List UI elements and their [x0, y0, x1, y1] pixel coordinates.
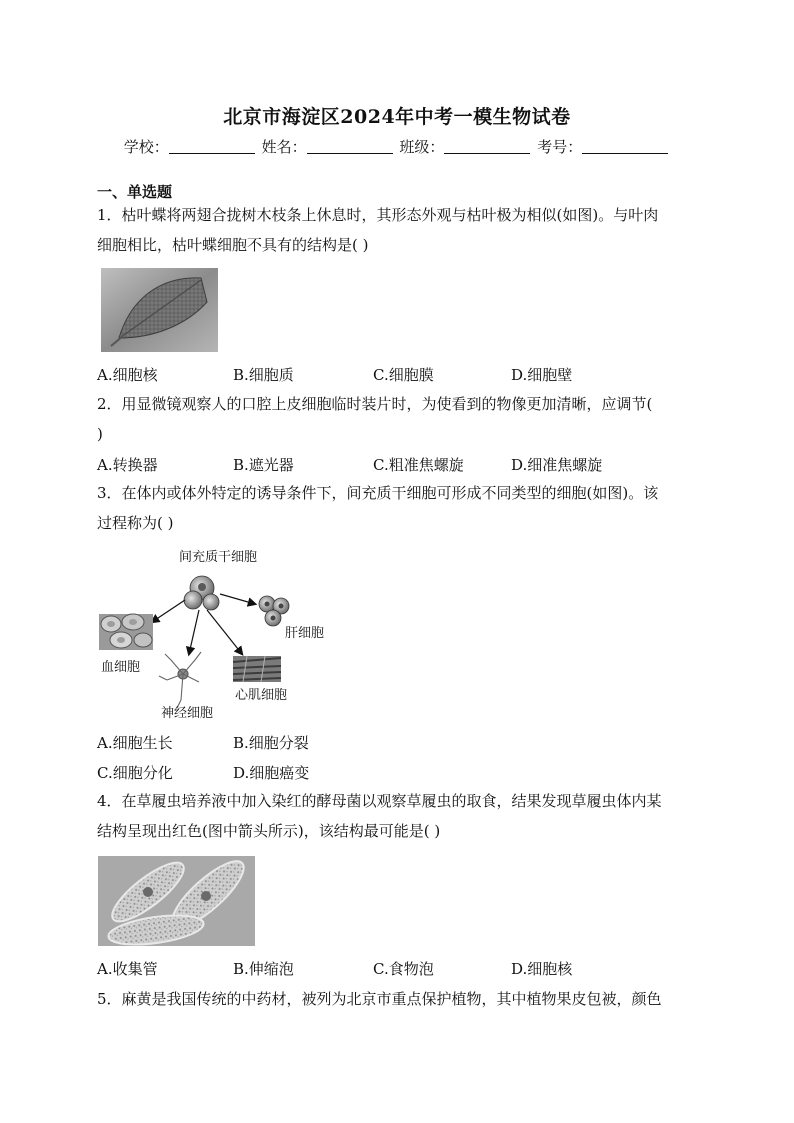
- exam-title: 北京市海淀区2024年中考一模生物试卷: [223, 106, 571, 128]
- class-blank[interactable]: [444, 139, 530, 154]
- question-3-line-2: 过程称为( ): [97, 514, 174, 532]
- question-3-line-1: 3．在体内或体外特定的诱导条件下，间充质干细胞可形成不同类型的细胞(如图)。该: [97, 484, 659, 502]
- stem-cell-label: 间充质干细胞: [179, 550, 258, 565]
- exam-number-label: 考号：: [537, 138, 583, 156]
- question-4-line-1: 4．在草履虫培养液中加入染红的酵母菌以观察草履虫的取食，结果发现草履虫体内某: [97, 792, 662, 810]
- q3-option-c[interactable]: C.细胞分化: [97, 764, 173, 782]
- question-1-line-1: 1．枯叶蝶将两翅合拢树木枝条上休息时，其形态外观与枯叶极为相似(如图)。与叶肉: [97, 206, 659, 224]
- student-info-line: [0, 136, 794, 157]
- question-1-stem: [97, 200, 701, 260]
- question-2-line-1: 2．用显微镜观察人的口腔上皮细胞临时装片时，为使看到的物像更加清晰，应调节(: [97, 395, 653, 413]
- q3-option-d[interactable]: D.细胞癌变: [233, 764, 310, 782]
- q3-option-b[interactable]: B.细胞分裂: [233, 734, 309, 752]
- question-3-stem: [97, 478, 701, 538]
- q1-option-b[interactable]: B.细胞质: [233, 366, 294, 384]
- stem-cell-cluster: [184, 576, 219, 610]
- question-5-line-1: 5．麻黄是我国传统的中药材，被列为北京市重点保护植物，其中植物果皮包被，颜色: [97, 990, 662, 1008]
- q3-option-a[interactable]: A.细胞生长: [97, 734, 173, 752]
- q4-option-a[interactable]: A.收集管: [97, 960, 158, 978]
- question-1-line-2: 细胞相比，枯叶蝶细胞不具有的结构是( ): [97, 236, 369, 254]
- q1-option-d[interactable]: D.细胞壁: [511, 366, 573, 384]
- question-4-stem: [97, 786, 701, 846]
- liver-cell-label: 肝细胞: [285, 626, 325, 641]
- school-blank[interactable]: [169, 139, 255, 154]
- q1-option-c[interactable]: C.细胞膜: [373, 366, 434, 384]
- question-5-stem: [97, 984, 701, 1014]
- blood-cell-label: 血细胞: [101, 660, 141, 675]
- name-blank[interactable]: [307, 139, 393, 154]
- question-4-line-2: 结构呈现出红色(图中箭头所示)，该结构最可能是( ): [97, 822, 441, 840]
- name-label: 姓名：: [261, 138, 307, 156]
- class-label: 班级：: [399, 138, 445, 156]
- paramecium-image: [98, 856, 255, 946]
- stem-cell-differentiation-figure: [97, 542, 337, 722]
- q2-option-c[interactable]: C.粗准焦螺旋: [373, 456, 464, 474]
- q2-option-a[interactable]: A.转换器: [97, 456, 158, 474]
- question-2-line-2: ): [97, 425, 103, 443]
- section-heading: 一、单选题: [97, 183, 173, 201]
- blood-cell-image: [99, 614, 153, 650]
- heart-muscle-cell-label: 心肌细胞: [235, 688, 288, 703]
- nerve-cell-label: 神经细胞: [161, 706, 214, 721]
- exam-number-blank[interactable]: [582, 139, 668, 154]
- q4-option-c[interactable]: C.食物泡: [373, 960, 434, 978]
- nerve-cell-image: [159, 652, 201, 708]
- q2-option-d[interactable]: D.细准焦螺旋: [511, 456, 603, 474]
- q2-option-b[interactable]: B.遮光器: [233, 456, 294, 474]
- q1-option-a[interactable]: A.细胞核: [97, 366, 158, 384]
- q4-option-d[interactable]: D.细胞核: [511, 960, 573, 978]
- dead-leaf-butterfly-image: [101, 268, 218, 352]
- question-2-stem: [97, 389, 701, 449]
- school-label: 学校：: [123, 138, 169, 156]
- q4-option-b[interactable]: B.伸缩泡: [233, 960, 294, 978]
- heart-muscle-cell-image: [233, 656, 281, 682]
